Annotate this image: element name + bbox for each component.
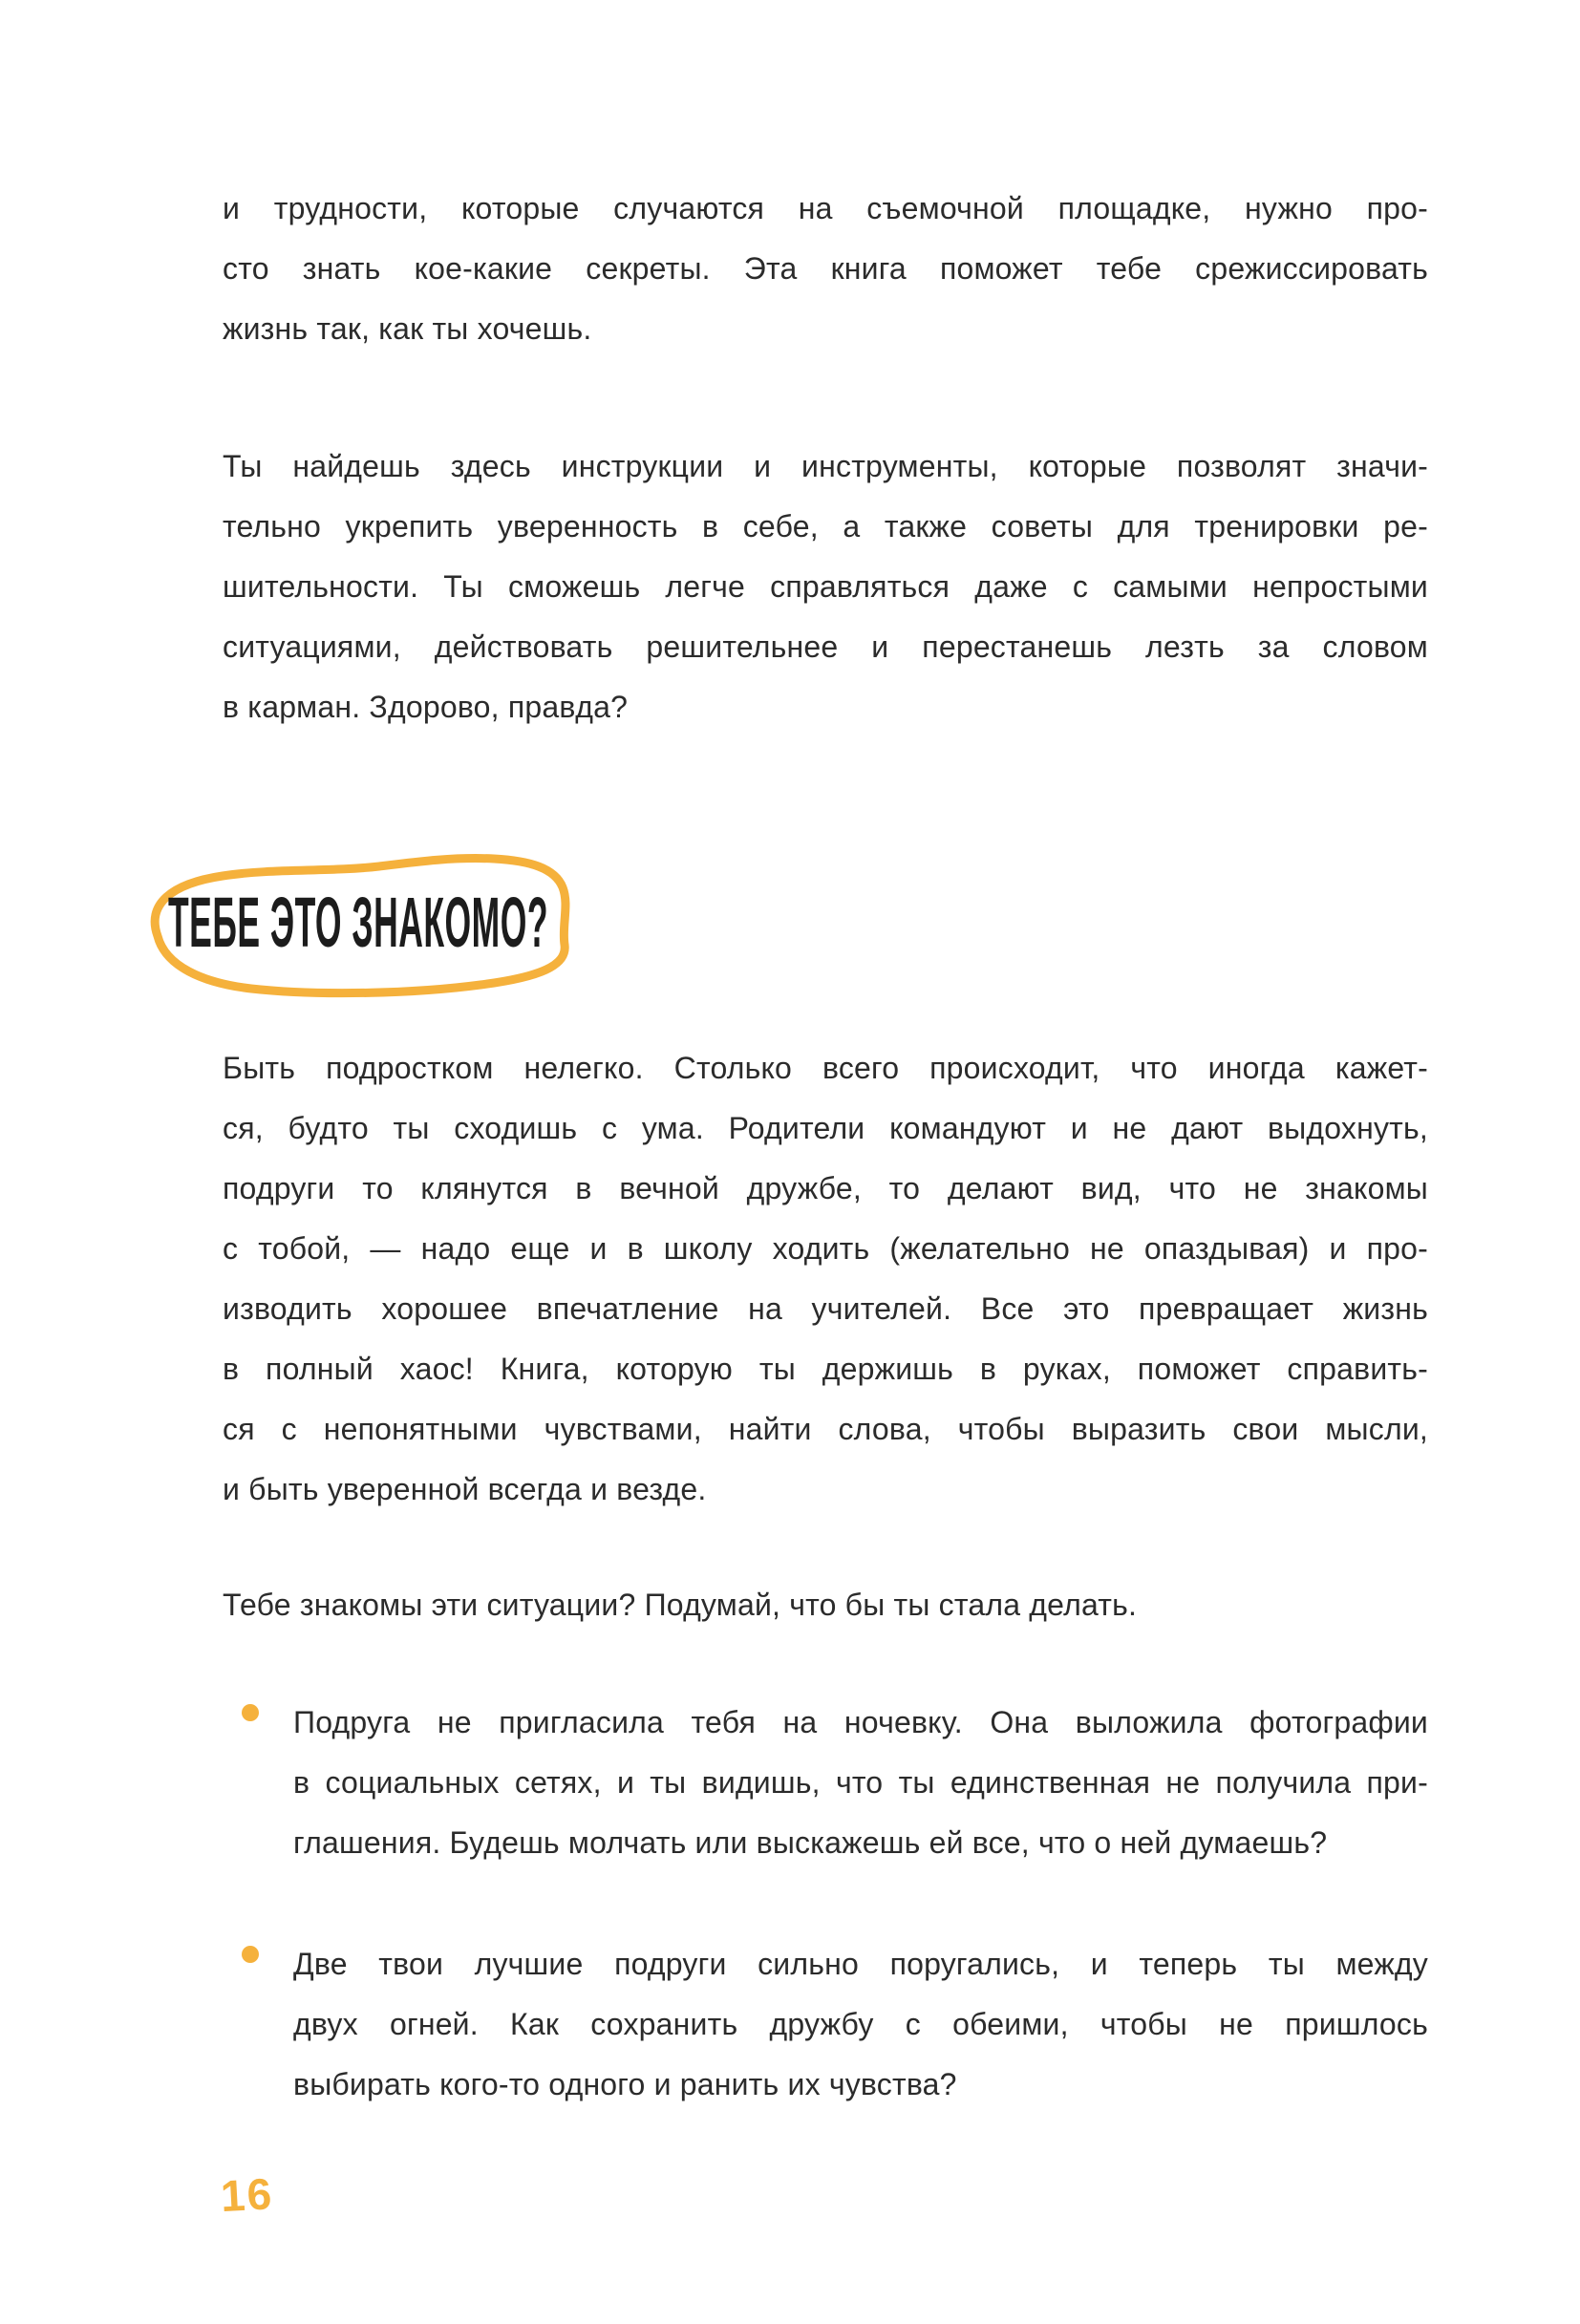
text-line: и трудности, которые случаются на съемочной площадке, нужно про-: [223, 191, 1428, 225]
text-line: ся, будто ты сходишь с ума. Родители командуют и не дают выдохнуть,: [223, 1111, 1428, 1145]
text-line: Ты найдешь здесь инструкции и инструменты, которые позволят значи-: [223, 449, 1428, 483]
section-heading: [168, 845, 1428, 998]
list-item: [223, 1934, 1428, 2115]
text-line: двух огней. Как сохранить дружбу с обеими, чтобы не пришлось: [293, 2007, 1428, 2041]
text-line: и быть уверенной всегда и везде.: [223, 1472, 707, 1506]
text-line: сто знать кое-какие секреты. Эта книга поможет тебе срежиссировать: [223, 251, 1428, 286]
paragraph: [223, 1575, 1428, 1635]
situations-list: [223, 1693, 1428, 2115]
list-item: [223, 1693, 1428, 1873]
text-line: жизнь так, как ты хочешь.: [223, 311, 592, 346]
text-line: Две твои лучшие подруги сильно поругались, и теперь ты между: [293, 1947, 1428, 1981]
text-line: выбирать кого-то одного и ранить их чувства?: [293, 2067, 957, 2101]
text-line: подруги то клянутся в вечной дружбе, то делают вид, что не знакомы: [223, 1171, 1428, 1205]
paragraph: [223, 1038, 1428, 1520]
page-number: 16: [219, 2168, 275, 2222]
paragraph: [223, 437, 1428, 737]
main-paragraphs: [223, 1038, 1428, 1635]
text-line: с тобой, — надо еще и в школу ходить (желательно не опаздывая) и про-: [223, 1231, 1428, 1266]
bullet-dot-icon: [242, 1946, 259, 1963]
text-line: Быть подростком нелегко. Столько всего происходит, что иногда кажет-: [223, 1051, 1428, 1085]
text-line: ситуациями, действовать решительнее и перестанешь лезть за словом: [223, 629, 1428, 664]
text-line: тельно укрепить уверенность в себе, а также советы для тренировки ре-: [223, 509, 1428, 544]
text-line: глашения. Будешь молчать или выскажешь ей все, что о ней думаешь?: [293, 1825, 1328, 1860]
text-line: изводить хорошее впечатление на учителей. Все это превращает жизнь: [223, 1291, 1428, 1326]
text-line: шительности. Ты сможешь легче справляться даже с самыми непростыми: [223, 569, 1428, 604]
intro-paragraphs: [223, 179, 1428, 737]
paragraph: [223, 179, 1428, 359]
text-line: в социальных сетях, и ты видишь, что ты единственная не получила при-: [293, 1765, 1428, 1800]
text-line: в карман. Здорово, правда?: [223, 690, 629, 724]
bullet-dot-icon: [242, 1704, 259, 1721]
text-line: в полный хаос! Книга, которую ты держишь в руках, поможет справить-: [223, 1352, 1428, 1386]
text-line: Подруга не пригласила тебя на ночевку. Она выложила фотографии: [293, 1705, 1428, 1739]
text-line: ся с непонятными чувствами, найти слова, чтобы выразить свои мысли,: [223, 1412, 1428, 1446]
text-line: Тебе знакомы эти ситуации? Подумай, что бы ты стала делать.: [223, 1588, 1138, 1622]
section-title: ТЕБЕ ЭТО ЗНАКОМО?: [168, 882, 549, 962]
